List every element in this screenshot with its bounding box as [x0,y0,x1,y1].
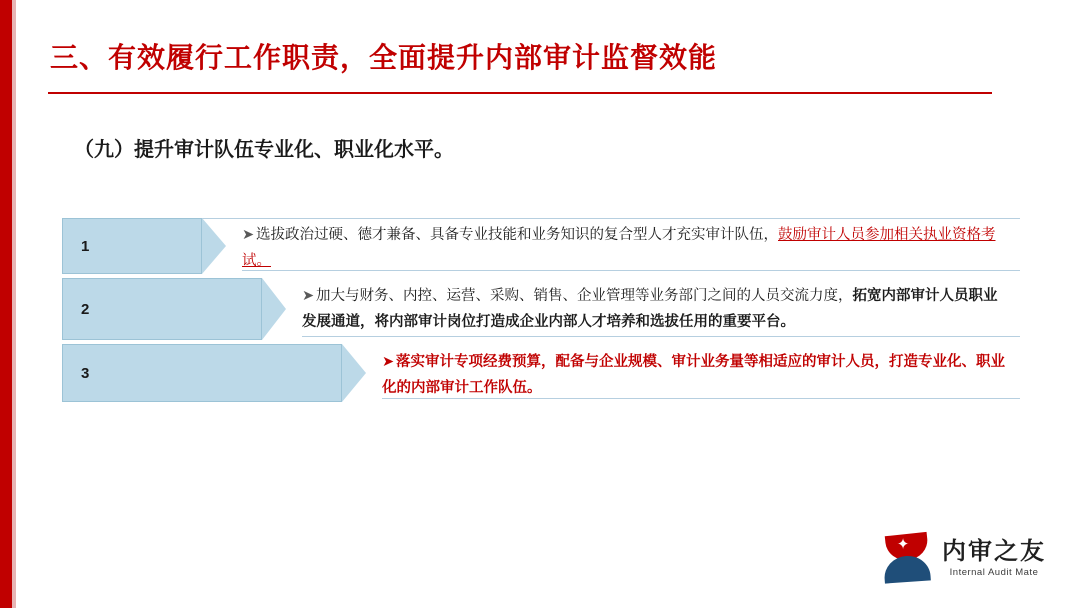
row-text [302,278,1020,337]
list-item [62,218,1020,276]
step-number-badge [62,278,262,340]
chevron-bullet-icon: ➤ [382,354,395,370]
row-text-segment: 加大与财务、内控、运营、采购、销售、企业管理等业务部门之间的人员交流力度， [316,288,853,304]
brand-logo [880,532,1046,584]
row-text-segment-tail: ，将内部审计岗位打造成企业内部人才培养和选拔任用的重要平台。 [360,314,795,330]
section-subtitle: （九）提升审计队伍专业化、职业化水平。 [74,139,454,161]
row-text-segment-bold-red: 落实审计专项经费预算，配备与企业规模、审计业务量等相适应的审计人员，打造专业化、职业化的内部审计工作队伍。 [382,354,1005,396]
logo-name-en: Internal Audit Mate [949,566,1039,578]
internal-audit-mate-logo-icon [880,532,934,584]
row-text-segment-bold: 拓宽内部审计人员职业发展通道 [302,288,998,330]
list-item [62,278,1020,342]
list-item [62,344,1020,404]
step-number-label: 2 [81,300,90,318]
left-accent-bar [0,0,12,608]
chevron-arrow-icon [342,344,366,402]
title-divider [48,92,992,94]
row-text [242,218,1020,271]
left-accent-bar-secondary [12,0,16,608]
chevron-arrow-icon [262,278,286,340]
step-number-label: 3 [81,364,90,382]
chevron-bullet-icon: ➤ [242,227,255,243]
step-number-label: 1 [81,237,90,255]
logo-name-cn: 内审之友 [942,537,1046,565]
row-text [382,344,1020,399]
row-text-segment-highlight: 鼓励审计人员参加相关执业资格考试。 [242,227,996,269]
content-rows [62,218,1020,406]
logo-spark-icon: ✦ [896,536,910,553]
step-number-badge [62,218,202,274]
chevron-bullet-icon: ➤ [302,288,315,304]
logo-swoosh-blue [883,554,931,583]
page-title: 三、有效履行工作职责，全面提升内部审计监督效能 [50,42,718,73]
row-text-segment: 选拔政治过硬、德才兼备、具备专业技能和业务知识的复合型人才充实审计队伍， [256,227,778,243]
step-number-badge [62,344,342,402]
chevron-arrow-icon [202,218,226,274]
